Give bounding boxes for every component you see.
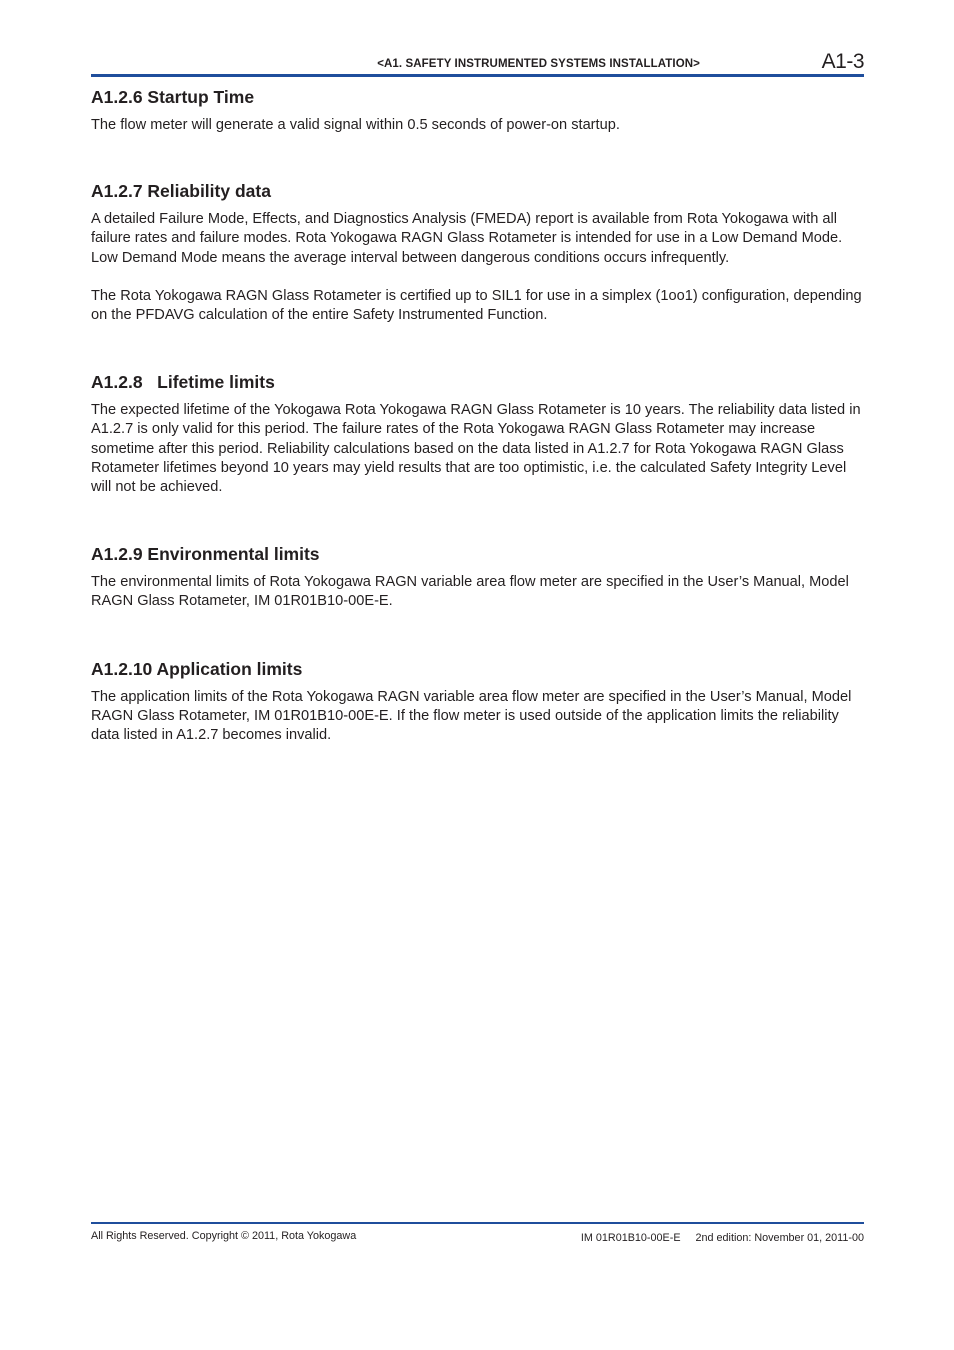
paragraph: The flow meter will generate a valid signal within 0.5 seconds of power-on startup. bbox=[91, 117, 620, 133]
section-heading: A1.2.7 Reliability data bbox=[91, 181, 271, 202]
paragraph: The environmental limits of Rota Yokogawa RAGN variable area flow meter are specified in the User’s Manual, Model RAGN Glass Rotameter, IM 01R01B10-00E-E. bbox=[91, 574, 849, 610]
footer-rule bbox=[91, 1222, 864, 1224]
section-heading: A1.2.9 Environmental limits bbox=[91, 544, 320, 565]
page-number: A1-3 bbox=[821, 50, 864, 73]
paragraph: The expected lifetime of the Yokogawa Rota Yokogawa RAGN Glass Rotameter is 10 years. The reliability data listed in A1.2.7 is only valid for this period. The failure rates of the Rota Yokogawa RAGN Glass Rotameter may increase sometime after this period. Reliability calculations based on the data listed in A1.2.7 for Rota Yokogawa RAGN Glass Rotameter lifetimes beyond 10 years may yield results that are too optimistic, i.e. the calculated Safety Integrity Level will not be achieved. bbox=[91, 402, 861, 496]
section-heading: A1.2.6 Startup Time bbox=[91, 87, 255, 107]
document-body bbox=[91, 86, 866, 745]
section-heading: A1.2.8 Lifetime limits bbox=[91, 372, 275, 393]
header-rule bbox=[91, 74, 864, 77]
section-lifetime-limits bbox=[91, 371, 866, 497]
page-header bbox=[91, 50, 864, 78]
paragraph: The Rota Yokogawa RAGN Glass Rotameter is certified up to SIL1 for use in a simplex (1oo1) configuration, depending on the PFDAVG calculation of the entire Safety Instrumented Function. bbox=[91, 287, 862, 324]
section-startup-time bbox=[91, 86, 866, 135]
paragraph: A detailed Failure Mode, Effects, and Diagnostics Analysis (FMEDA) report is available from Rota Yokogawa with all failure rates and failure modes. Rota Yokogawa RAGN Glass Rotameter is intended for use in a Low Demand Mode. Low Demand Mode means the average interval between dangerous conditions occurs infrequently. bbox=[91, 211, 843, 266]
section-application-limits bbox=[91, 658, 866, 746]
copyright-notice: All Rights Reserved. Copyright © 2011, Rota Yokogawa bbox=[91, 1230, 357, 1242]
header-title: <A1. SAFETY INSTRUMENTED SYSTEMS INSTALLATION> bbox=[377, 58, 700, 70]
section-reliability-data bbox=[91, 180, 866, 325]
paragraph: The application limits of the Rota Yokogawa RAGN variable area flow meter are specified in the User’s Manual, Model RAGN Glass Rotameter, IM 01R01B10-00E-E. If the flow meter is used outside of the application limits the reliability data listed in A1.2.7 becomes invalid. bbox=[91, 688, 852, 744]
document-info: IM 01R01B10-00E-E 2nd edition: November 01, 2011-00 bbox=[580, 1232, 864, 1244]
section-heading: A1.2.10 Application limits bbox=[91, 658, 303, 679]
section-environmental-limits bbox=[91, 543, 866, 611]
page-footer bbox=[91, 1222, 864, 1252]
